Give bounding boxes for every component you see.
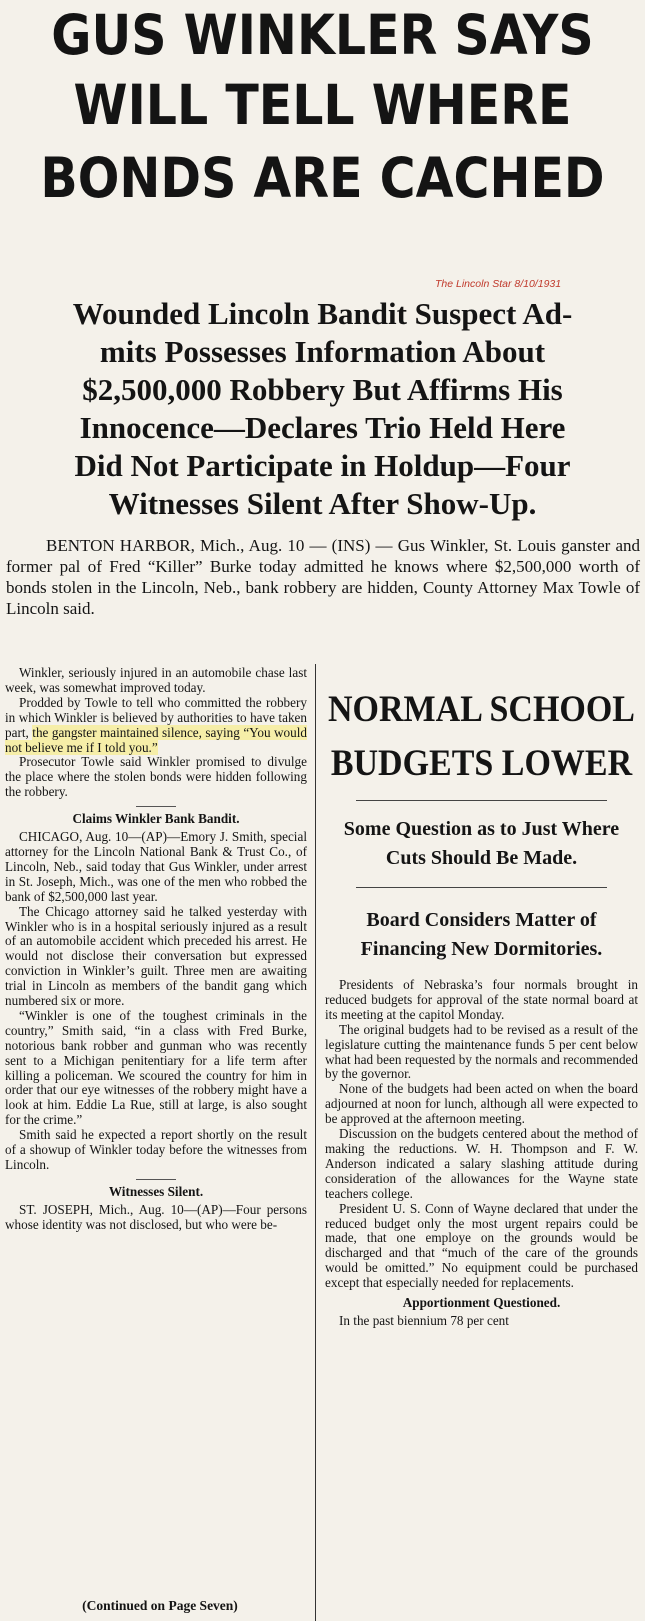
right-column — [325, 666, 638, 1329]
subhead-line-6: Witnesses Silent After Show-Up. — [108, 486, 537, 521]
left-paragraph-2 — [5, 696, 307, 756]
deck-divider — [356, 800, 606, 801]
highlighted-quote: the gangster maintained silence, saying “You would not believe me if I told you.” — [5, 724, 307, 755]
right-paragraph-6: In the past biennium 78 per cent — [339, 1312, 509, 1328]
subhead-line-1: Wounded Lincoln Bandit Suspect Ad- — [72, 296, 573, 331]
headline-line-3: BONDS ARE CACHED — [40, 146, 605, 211]
right-paragraph-3: None of the budgets had been acted on when the board adjourned at noon for lunch, although all were expected to be approved at the afternoon meeting. — [325, 1081, 638, 1127]
left-paragraph-7: Smith said he expected a report shortly on the result of a showup of Winkler today before the witnesses from Lincoln. — [5, 1127, 307, 1172]
lead-text: BENTON HARBOR, Mich., Aug. 10 — (INS) — Gus Winkler, St. Louis ganster and former pal of Fred “Killer” Burke today admitted he knows where $2,500,000 worth of bonds stolen in the Lincoln, Neb., bank robbery are hidden, County Attorney Max Towle of Lincoln said. — [6, 536, 640, 618]
lead-paragraph — [6, 535, 640, 619]
left-paragraph-4: CHICAGO, Aug. 10—(AP)—Emory J. Smith, special attorney for the Lincoln National Bank & Trust Co., of Lincoln, Neb., said today that Gus Winkler, under arrest in St. Joseph, Mich., was one of the men who robbed the bank of $2,500,000 last year. — [5, 829, 307, 904]
normal-school-headline-2: BUDGETS LOWER — [330, 743, 633, 784]
source-credit: The Lincoln Star 8/10/1931 — [435, 278, 562, 290]
section-rule — [136, 806, 176, 807]
section-rule — [136, 1179, 176, 1180]
left-paragraph-2a: Prodded by Towle to tell who committed the robbery in which Winkler is believed by authorities to have taken part, — [5, 694, 307, 740]
subheading-witnesses: Witnesses Silent. — [108, 1183, 204, 1199]
headline-line-2: WILL TELL WHERE — [73, 73, 572, 138]
right-paragraph-5: President U. S. Conn of Wayne declared that under the reduced budget only the most urgent repairs could be made, that one employe on the grounds would be discharged and that “much of the care of the grounds would be omitted.” No equipment could be purchased except that especially needed for replacements. — [325, 1200, 638, 1291]
left-paragraph-1: Winkler, seriously injured in an automobile chase last week, was somewhat improved today. — [5, 665, 307, 695]
column-divider — [315, 664, 316, 1621]
left-paragraph-5: The Chicago attorney said he talked yesterday with Winkler who is in a hospital seriously injured as a result of an automobile accident which preceded his arrest. He would not disclose their conversation but expressed conviction in Winkler’s guilt. Three men are awaiting trial in Lincoln as members of the bandit gang which numbered six or more. — [5, 903, 307, 1009]
left-paragraph-6: “Winkler is one of the toughest criminals in the country,” Smith said, “in a class with Fred Burke, notorious bank robber and gunman who was recently sent to a Michigan penitentiary for a life term after killing a policeman. We scoured the country for him in order that our eye witnesses of the robbery might have a look at him. Eddie La Rue, still at large, is also sought for the crime.” — [5, 1007, 307, 1128]
subhead-line-2: mits Possesses Information About — [99, 334, 546, 369]
subhead — [0, 295, 645, 523]
right-paragraph-2: The original budgets had to be revised as a result of the legislature cutting the maintenance funds 5 per cent below what had been requested by the normals and recommended by the governor. — [325, 1021, 638, 1082]
subhead-line-4: Innocence—Declares Trio Held Here — [79, 410, 566, 445]
right-body — [325, 978, 638, 1329]
deck-1: Some Question as to Just Where Cuts Should Be Made. — [343, 818, 620, 869]
left-paragraph-3: Prosecutor Towle said Winkler promised to divulge the place where the stolen bonds were hidden following the robbery. — [5, 754, 307, 800]
subhead-line-3: $2,500,000 Robbery But Affirms His — [82, 372, 563, 407]
headline-line-1: GUS WINKLER SAYS — [51, 3, 594, 68]
deck-divider — [356, 887, 606, 888]
subheading-claims: Claims Winkler Bank Bandit. — [72, 811, 240, 827]
normal-school-headline-1: NORMAL SCHOOL — [328, 689, 635, 730]
left-column — [5, 666, 307, 1233]
subhead-line-5: Did Not Participate in Holdup—Four — [74, 448, 571, 483]
right-paragraph-1: Presidents of Nebraska’s four normals brought in reduced budgets for approval of the state normal board at its meeting at the capitol Monday. — [325, 977, 638, 1022]
deck-2: Board Considers Matter of Financing New Dormitories. — [360, 909, 603, 960]
left-paragraph-8: ST. JOSEPH, Mich., Aug. 10—(AP)—Four persons whose identity was not disclosed, but who were be- — [5, 1201, 307, 1232]
subheading-apportionment: Apportionment Questioned. — [402, 1295, 561, 1311]
continued-note: (Continued on Page Seven) — [82, 1598, 238, 1613]
right-paragraph-4: Discussion on the budgets centered about the method of making the reductions. W. H. Thompson and F. W. Anderson indicated a salary slashing attitude during consideration of the allowances for the Wayne state teachers college. — [325, 1126, 638, 1201]
